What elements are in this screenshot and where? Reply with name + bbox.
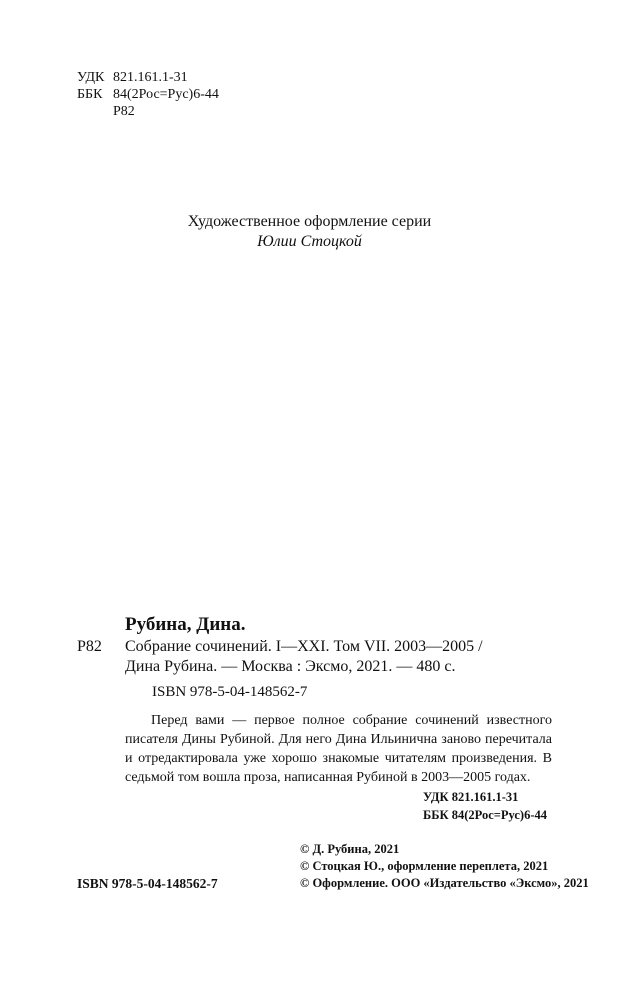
top-bbk-line — [77, 86, 219, 104]
design-credit-line1: Художественное оформление серии — [187, 213, 432, 230]
catalog-author: Рубина, Дина. — [125, 614, 246, 635]
udk-label: УДК — [77, 70, 105, 85]
copyright-line2: © Стоцкая Ю., оформление переплета, 2021 — [300, 859, 549, 873]
catalog-bbk: ББК 84(2Рос=Рус)6-44 — [423, 808, 547, 822]
catalog-annotation — [125, 711, 552, 787]
catalog-udk: УДК 821.161.1-31 — [423, 790, 519, 804]
bottom-isbn: ISBN 978-5-04-148562-7 — [77, 876, 218, 891]
designer-name: Юлии Стоцкой — [257, 233, 362, 250]
copyright-line1: © Д. Рубина, 2021 — [300, 842, 400, 856]
design-credit-line2 — [0, 233, 619, 251]
top-udk-line — [77, 69, 188, 87]
udk-value: 821.161.1-31 — [113, 70, 188, 85]
bbk-value: 84(2Рос=Рус)6-44 — [113, 87, 219, 102]
bbk-label: ББК — [77, 87, 103, 102]
copyright-line3: © Оформление. ООО «Издательство «Эксмо», 2021 — [300, 876, 589, 890]
annotation-text: Перед вами — первое полное собрание сочинений известного писателя Дины Рубиной. Для него Дина Ильинична заново перечитала и отредактировала уже хорошо знакомые читателям произведения. В седьмой том вошла проза, написанная Рубиной в 2003—2005 годах. — [125, 713, 552, 785]
catalog-isbn: ISBN 978-5-04-148562-7 — [152, 684, 308, 700]
top-author-mark: Р82 — [113, 104, 135, 119]
catalog-description-line2: Дина Рубина. — Москва : Эксмо, 2021. — 480 с. — [125, 658, 456, 675]
catalog-code: Р82 — [77, 638, 102, 655]
catalog-description-line1: Собрание сочинений. I—XXI. Том VII. 2003—2005 / — [125, 638, 483, 655]
